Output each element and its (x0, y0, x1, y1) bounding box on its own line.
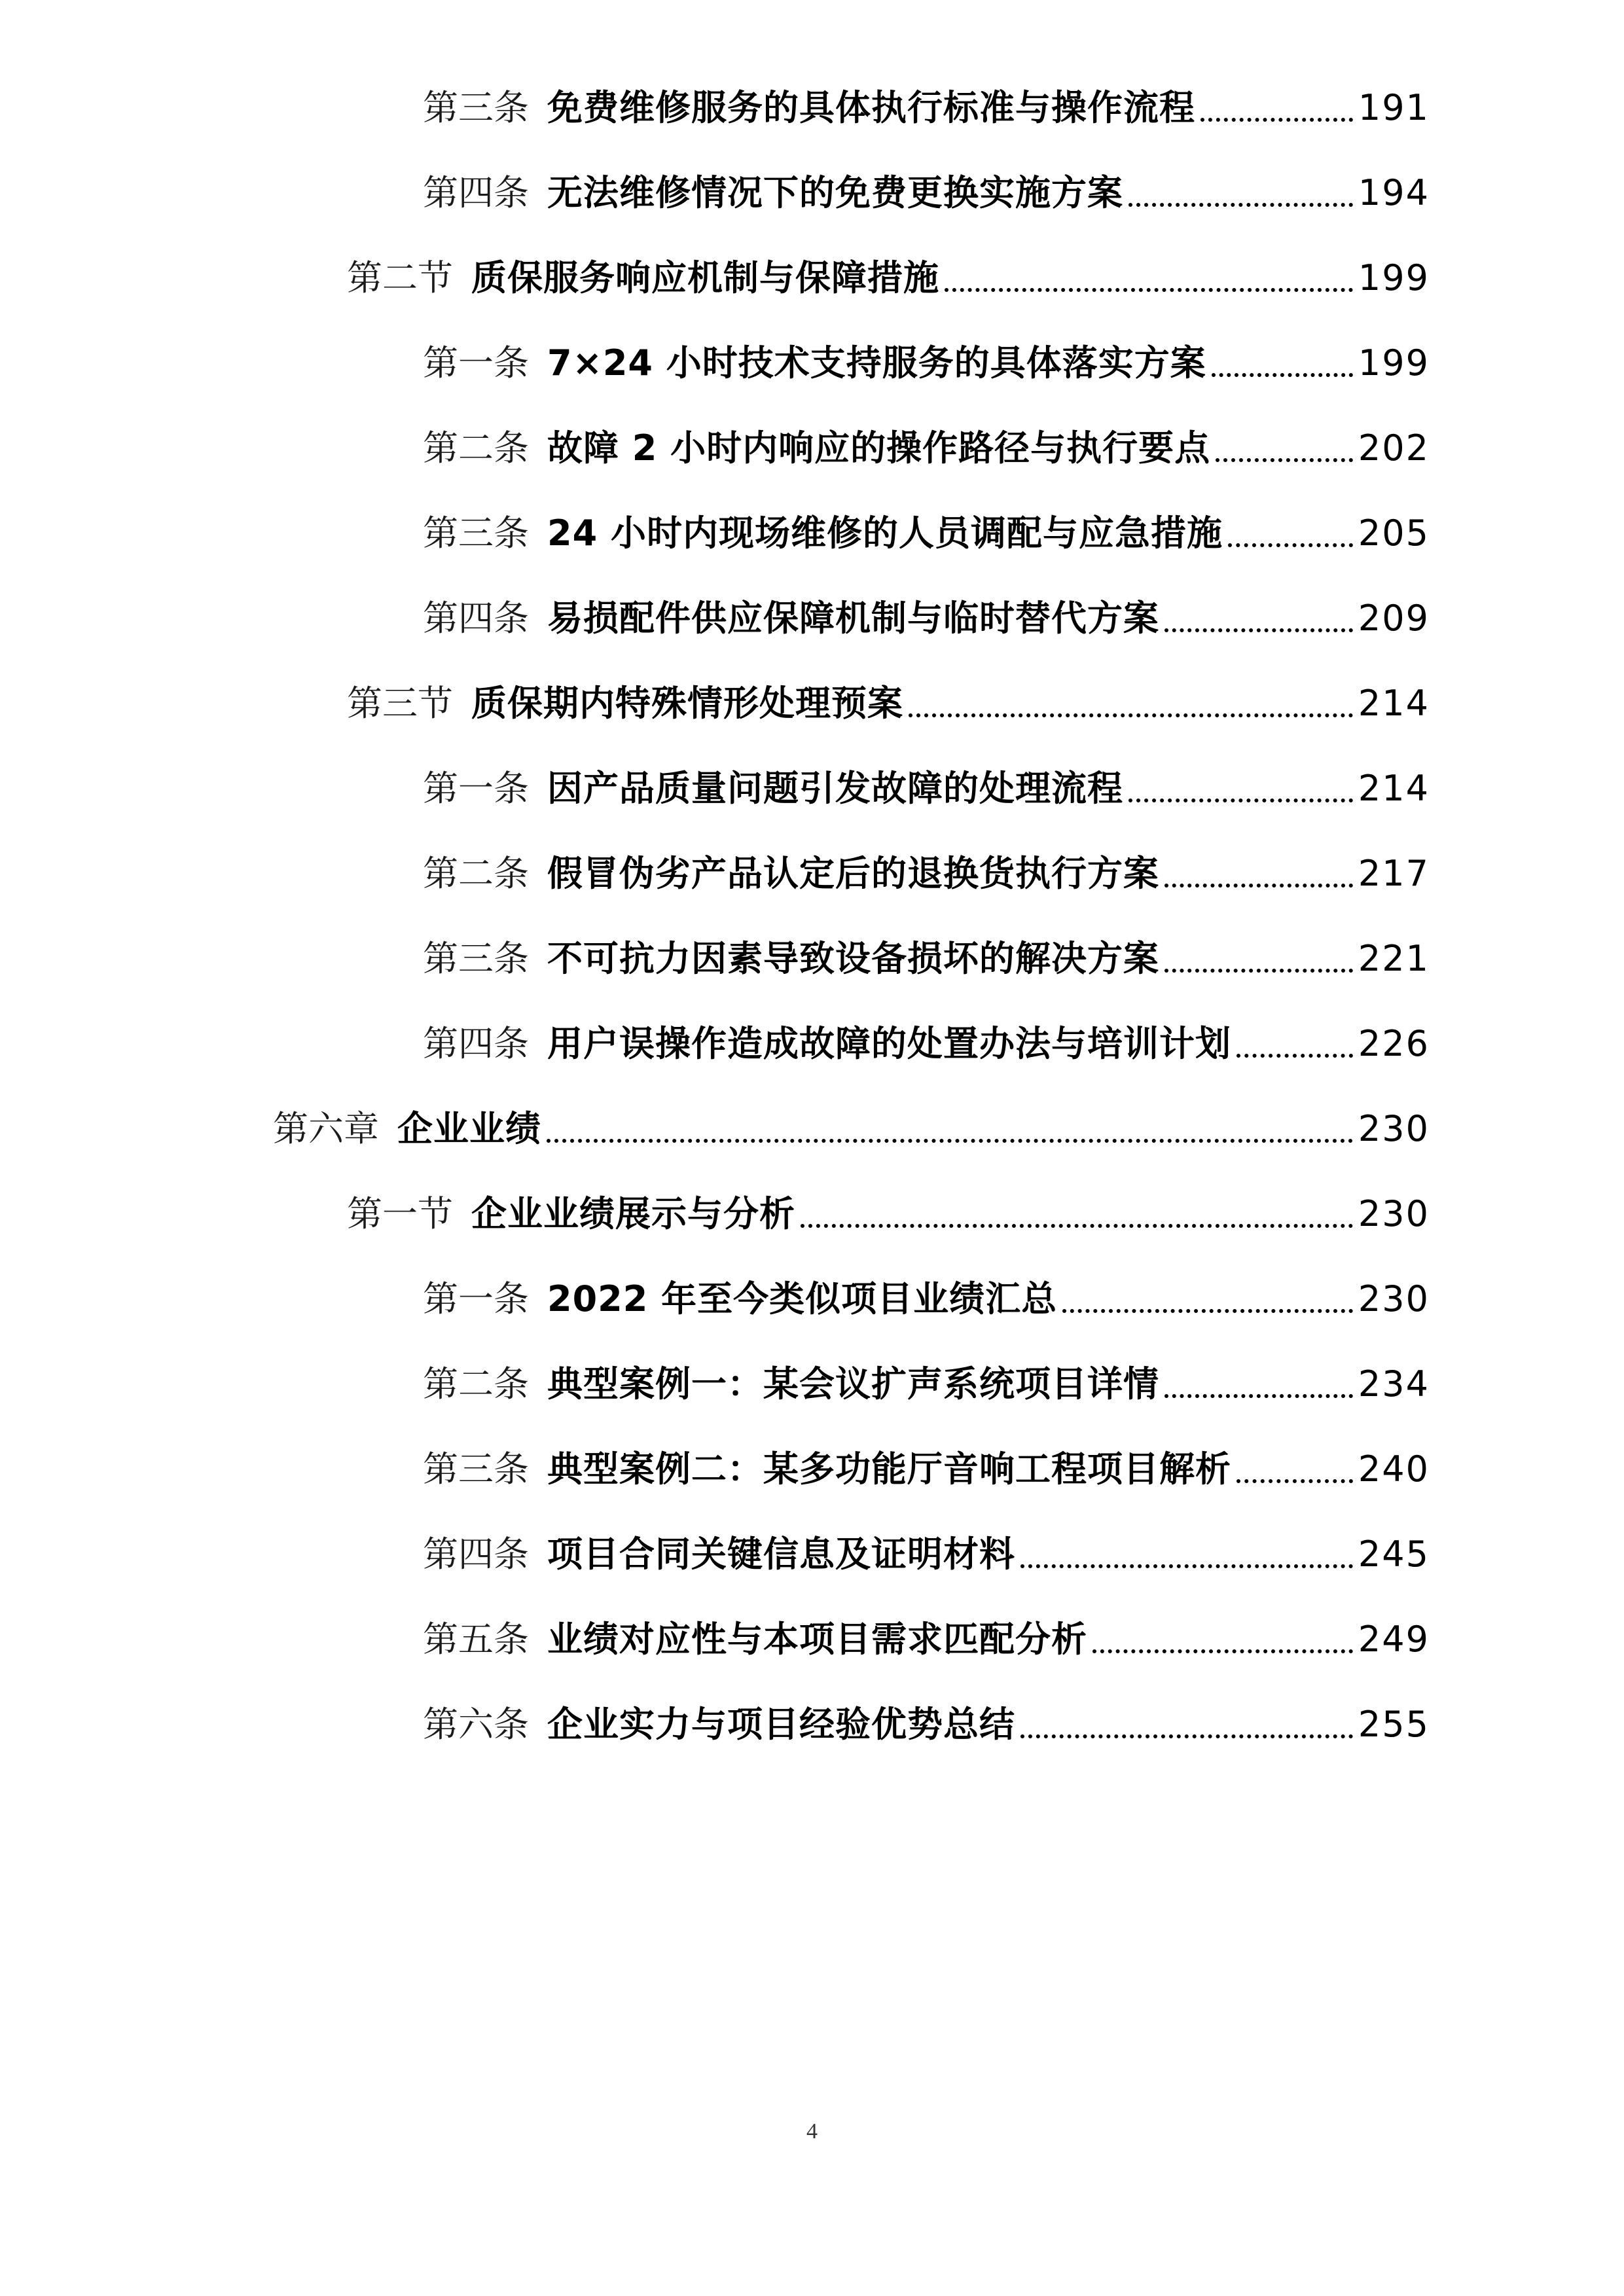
toc-entry-label: 第一条 (423, 768, 529, 809)
toc-dot-leader (1228, 543, 1353, 547)
toc-entry-title: 易损配件供应保障机制与临时替代方案 (547, 598, 1159, 639)
toc-entry-page: 221 (1358, 938, 1430, 979)
toc-entry-page: 214 (1358, 768, 1430, 809)
toc-entry[interactable] (423, 1348, 1430, 1420)
toc-entry[interactable] (423, 497, 1430, 569)
toc-dot-leader (1020, 1734, 1353, 1738)
toc-entry-label: 第三条 (423, 87, 529, 128)
toc-entry-label: 第五条 (423, 1619, 529, 1660)
toc-entry-page: 230 (1358, 1108, 1430, 1149)
toc-dot-leader (909, 713, 1353, 717)
toc-entry-title: 企业业绩 (397, 1108, 541, 1149)
toc-entry-title: 典型案例二：某多功能厅音响工程项目解析 (547, 1448, 1231, 1490)
toc-entry-page: 226 (1358, 1023, 1430, 1064)
toc-entry-title: 企业实力与项目经验优势总结 (547, 1704, 1015, 1745)
toc-entry[interactable] (423, 1008, 1430, 1080)
toc-entry-label: 第二条 (423, 853, 529, 894)
toc-entry[interactable] (423, 1263, 1430, 1335)
toc-entry-label: 第四条 (423, 598, 529, 639)
toc-entry-page: 230 (1358, 1193, 1430, 1234)
toc-dot-leader (1128, 798, 1353, 802)
toc-entry-page: 209 (1358, 598, 1430, 639)
toc-entry-label: 第四条 (423, 1534, 529, 1575)
toc-entry[interactable] (347, 242, 1430, 314)
toc-entry[interactable] (423, 72, 1430, 144)
toc-entry-label: 第四条 (423, 172, 529, 213)
toc-dot-leader (1164, 884, 1353, 888)
toc-dot-leader (1236, 1479, 1353, 1483)
toc-entry-label: 第一节 (347, 1193, 453, 1234)
toc-dot-leader (1092, 1649, 1353, 1653)
toc-entry[interactable] (423, 1604, 1430, 1676)
toc-entry-page: 249 (1358, 1619, 1430, 1660)
toc-entry-label: 第二节 (347, 257, 453, 298)
toc-dot-leader (945, 288, 1353, 292)
toc-entry[interactable] (347, 1178, 1430, 1250)
toc-entry-title: 项目合同关键信息及证明材料 (547, 1534, 1015, 1575)
toc-entry[interactable] (423, 583, 1430, 655)
toc-entry[interactable] (423, 1433, 1430, 1505)
toc-entry[interactable] (273, 1093, 1430, 1165)
toc-dot-leader (1212, 373, 1353, 377)
toc-entry[interactable] (423, 1518, 1430, 1590)
toc-entry[interactable] (423, 157, 1430, 229)
toc-entry-page: 255 (1358, 1704, 1430, 1745)
toc-entry-title: 不可抗力因素导致设备损坏的解决方案 (547, 938, 1159, 979)
toc-entry[interactable] (423, 753, 1430, 825)
toc-entry-label: 第三条 (423, 512, 529, 554)
toc-entry-title: 用户误操作造成故障的处置办法与培训计划 (547, 1023, 1231, 1064)
toc-entry-label: 第三条 (423, 1448, 529, 1490)
toc-entry-label: 第三节 (347, 683, 453, 724)
toc-entry-page: 191 (1358, 87, 1430, 128)
toc-entry-page: 240 (1358, 1448, 1430, 1490)
toc-entry-title: 故障 2 小时内响应的操作路径与执行要点 (547, 427, 1211, 469)
toc-entry[interactable] (423, 1689, 1430, 1761)
toc-dot-leader (1164, 1394, 1353, 1398)
toc-entry-page: 234 (1358, 1363, 1430, 1405)
toc-entry-title: 假冒伪劣产品认定后的退换货执行方案 (547, 853, 1159, 894)
toc-dot-leader (801, 1224, 1353, 1228)
toc-entry-title: 7×24 小时技术支持服务的具体落实方案 (547, 342, 1206, 384)
toc-entry-title: 典型案例一：某会议扩声系统项目详情 (547, 1363, 1159, 1405)
toc-entry-title: 企业业绩展示与分析 (471, 1193, 795, 1234)
toc-dot-leader (1062, 1309, 1353, 1313)
toc-entry-title: 免费维修服务的具体执行标准与操作流程 (547, 87, 1195, 128)
toc-dot-leader (1216, 458, 1353, 462)
toc-entry-label: 第三条 (423, 938, 529, 979)
toc-entry-page: 194 (1358, 172, 1430, 213)
toc-entry-label: 第六条 (423, 1704, 529, 1745)
toc-entry[interactable] (423, 327, 1430, 399)
toc-entry-page: 199 (1358, 342, 1430, 384)
toc-entry-label: 第一条 (423, 342, 529, 384)
toc-entry-label: 第二条 (423, 427, 529, 469)
toc-entry-title: 因产品质量问题引发故障的处理流程 (547, 768, 1123, 809)
toc-entry-title: 2022 年至今类似项目业绩汇总 (547, 1278, 1058, 1319)
toc-entry-page: 245 (1358, 1534, 1430, 1575)
toc-entry-title: 无法维修情况下的免费更换实施方案 (547, 172, 1123, 213)
toc-entry-title: 质保服务响应机制与保障措施 (471, 257, 939, 298)
toc-entry-title: 质保期内特殊情形处理预案 (471, 683, 903, 724)
toc-dot-leader (1164, 628, 1353, 632)
toc-entry-page: 230 (1358, 1278, 1430, 1319)
toc-entry[interactable] (423, 412, 1430, 484)
toc-dot-leader (1200, 118, 1353, 122)
page-number: 4 (806, 2119, 818, 2144)
toc-entry[interactable] (423, 838, 1430, 910)
toc-dot-leader (1164, 969, 1353, 973)
toc-entry[interactable] (423, 923, 1430, 995)
toc-dot-leader (1020, 1564, 1353, 1568)
toc-dot-leader (1236, 1054, 1353, 1058)
toc-entry-page: 214 (1358, 683, 1430, 724)
toc-entry[interactable] (347, 668, 1430, 740)
toc-entry-label: 第六章 (273, 1108, 379, 1149)
toc-entry-title: 24 小时内现场维修的人员调配与应急措施 (547, 512, 1223, 554)
toc-entry-title: 业绩对应性与本项目需求匹配分析 (547, 1619, 1087, 1660)
toc-dot-leader (547, 1139, 1353, 1143)
toc-entry-label: 第一条 (423, 1278, 529, 1319)
toc-entry-label: 第四条 (423, 1023, 529, 1064)
toc-entry-label: 第二条 (423, 1363, 529, 1405)
toc-entry-page: 217 (1358, 853, 1430, 894)
toc-dot-leader (1128, 203, 1353, 207)
toc-entry-page: 199 (1358, 257, 1430, 298)
toc-entry-page: 202 (1358, 427, 1430, 469)
toc-entry-page: 205 (1358, 512, 1430, 554)
